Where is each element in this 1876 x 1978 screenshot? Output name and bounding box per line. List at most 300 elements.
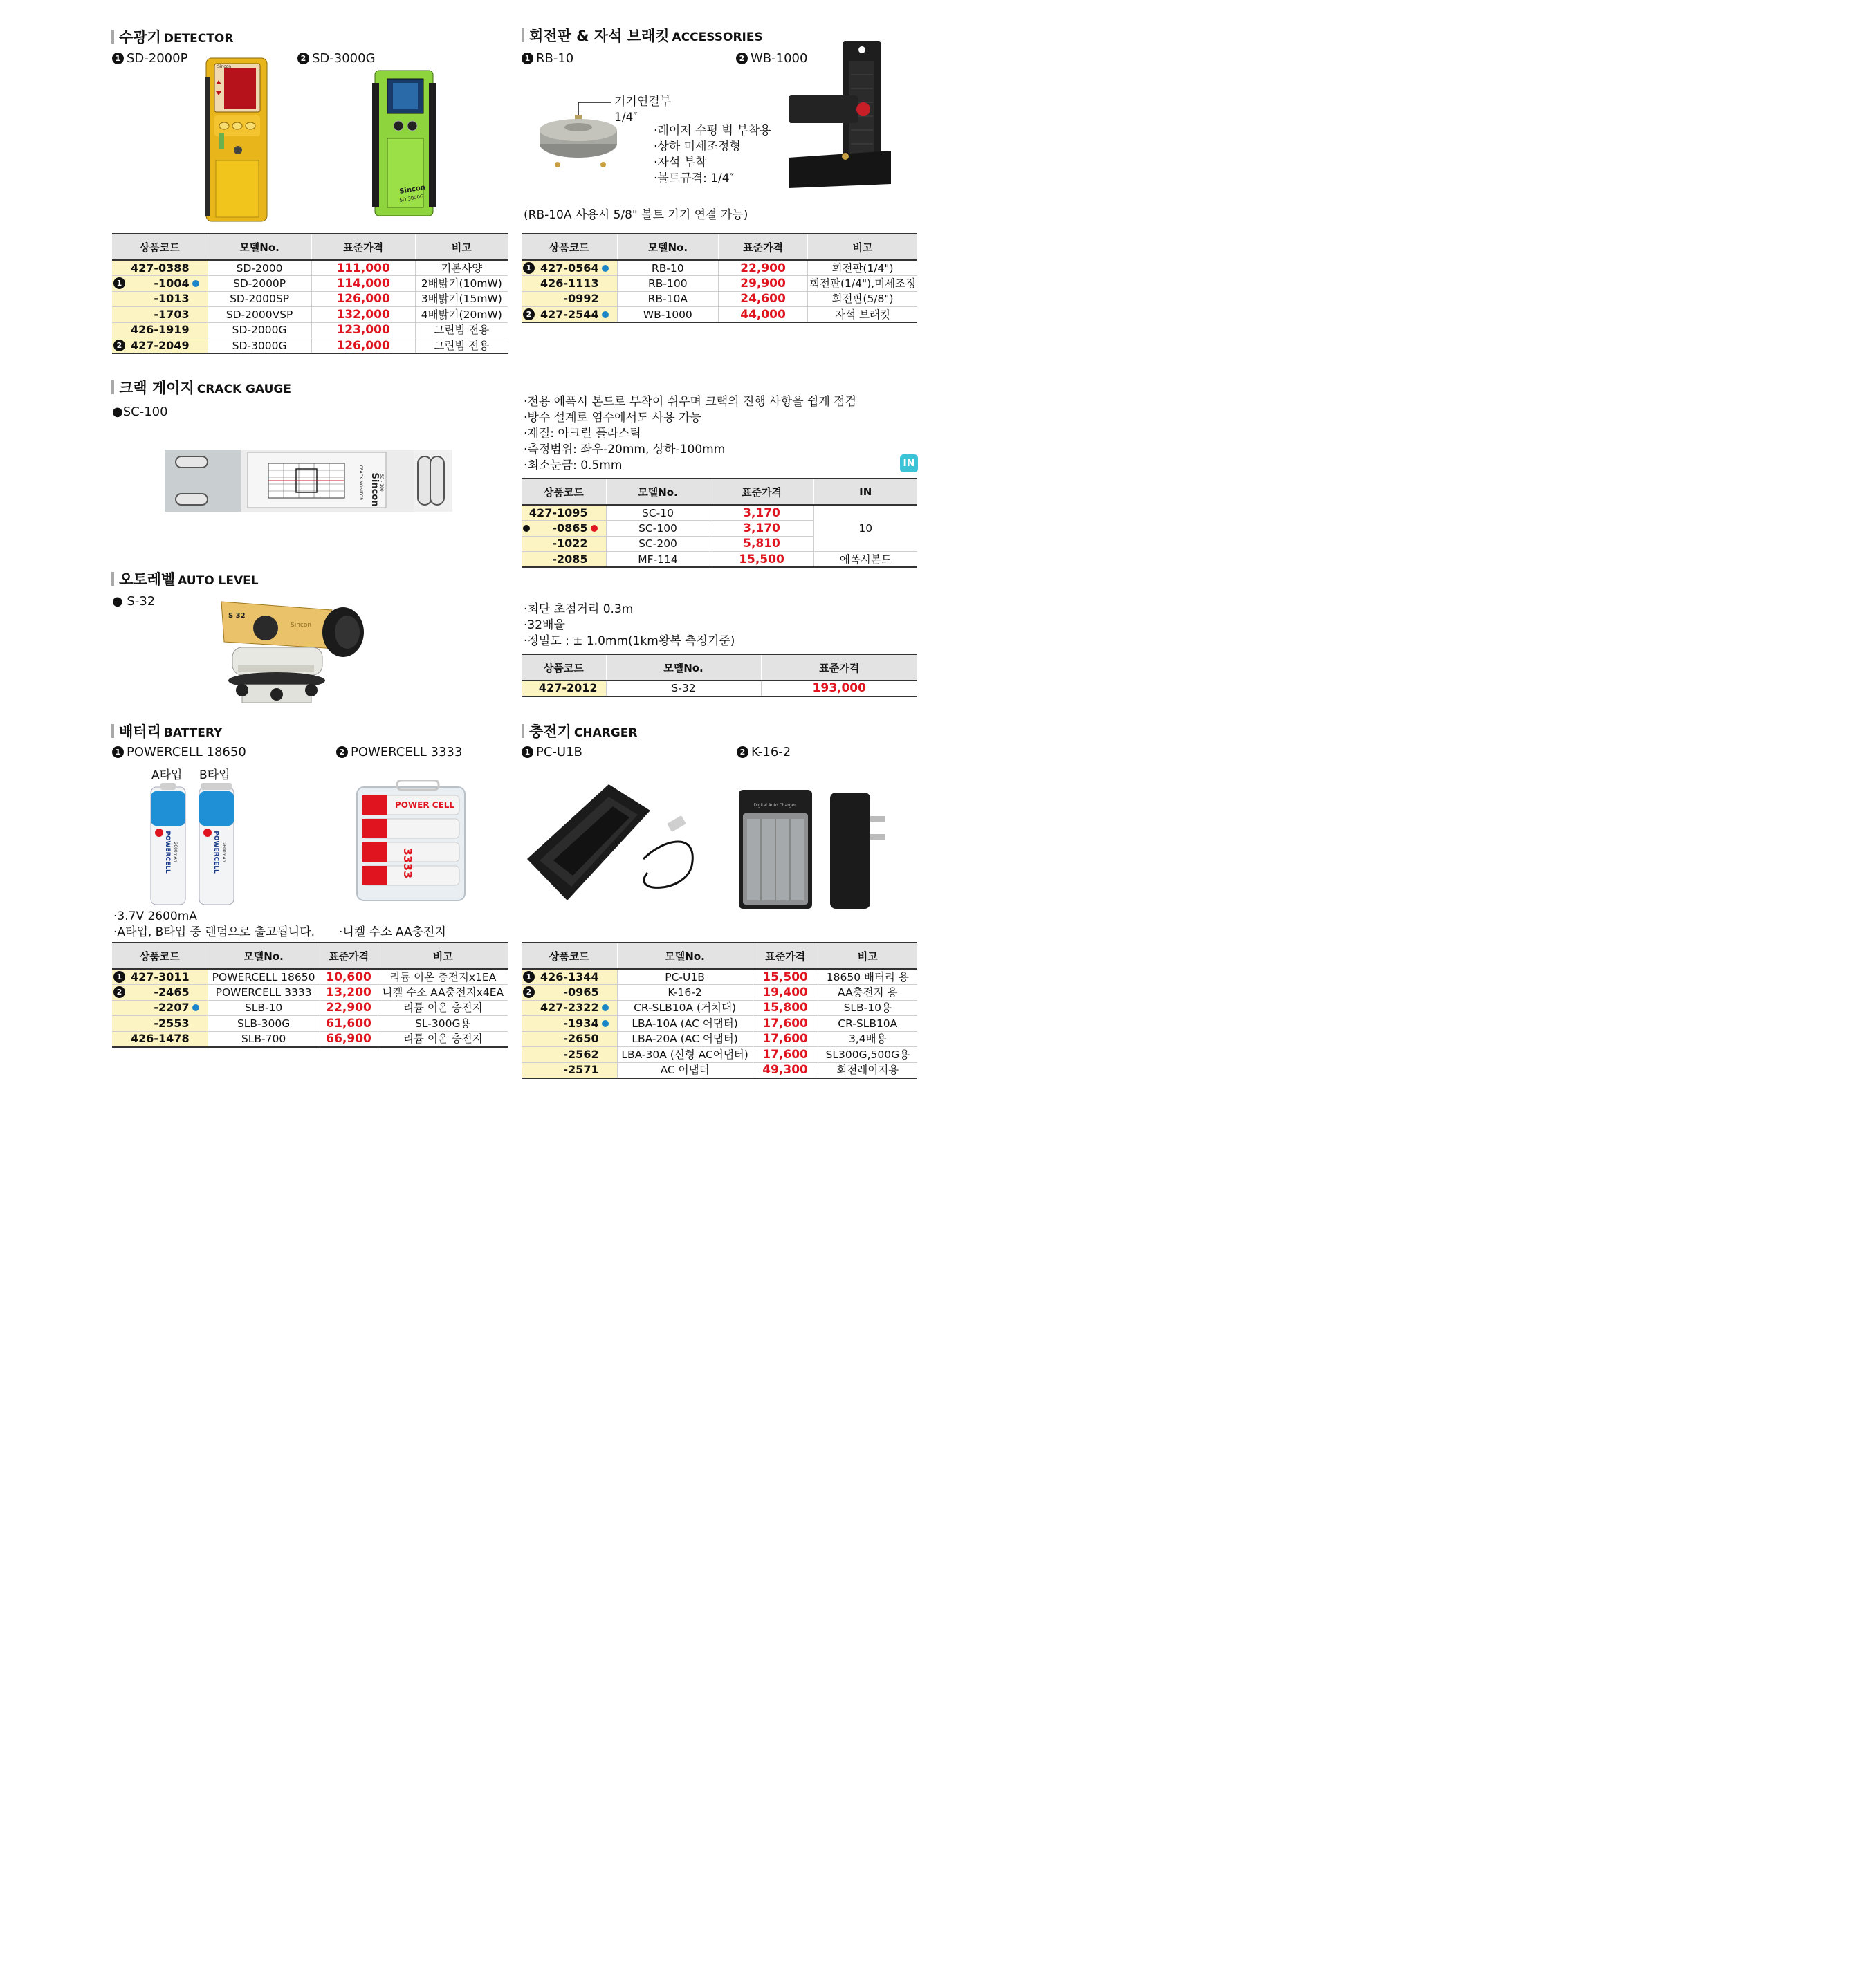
cell-note: 리튬 이온 충전지 (378, 1031, 508, 1047)
cell-price: 66,900 (320, 1031, 378, 1047)
accessories-footnote: (RB-10A 사용시 5/8" 볼트 기기 연결 가능) (524, 208, 748, 222)
cell-code (522, 521, 606, 537)
title-ko: 배터리 (119, 723, 161, 740)
header-code: 상품코드 (112, 234, 208, 260)
code-wrap (523, 553, 598, 566)
section-title-charger (522, 721, 637, 741)
code-text: 426-1478 (131, 1032, 190, 1045)
charger-label-text: Digital Auto Charger (753, 803, 796, 808)
section-title-accessories (522, 25, 763, 46)
row-status (602, 1066, 609, 1073)
rotating-plate-rb-10-image (537, 100, 634, 172)
cell-note: 회전판(1/4") (808, 260, 917, 276)
type-b-label: B타입 (199, 768, 230, 782)
code-text: 426-1344 (540, 970, 599, 983)
cell-code (522, 1016, 617, 1032)
cell-price: 3,170 (710, 521, 813, 537)
type-a-label: A타입 (151, 768, 183, 782)
row-marker (523, 525, 530, 532)
row-status (602, 265, 609, 272)
row-status (192, 326, 199, 333)
cell-model: SC-200 (606, 536, 710, 552)
cell-model: SC-100 (606, 521, 710, 537)
cell-price: 17,600 (753, 1031, 818, 1047)
bullet: ·32배율 (524, 618, 565, 632)
table-row (522, 291, 917, 307)
cell-note: 회전판(5/8") (808, 291, 917, 307)
cell-model: SD-2000VSP (208, 307, 311, 323)
cell-label-text: POWERCELL (212, 831, 219, 874)
code-text: -2553 (154, 1016, 190, 1030)
cell-note: 리튬 이온 충전지 (378, 1000, 508, 1016)
row-marker (113, 340, 128, 351)
header-note: 비고 (378, 943, 508, 969)
header-model: 모델No. (208, 234, 311, 260)
detector-sd-3000g-image (372, 69, 436, 217)
number-badge-1: 1 (113, 971, 125, 983)
item-label-powercell-3333 (336, 745, 462, 759)
row-status (602, 311, 609, 318)
title-en: ACCESSORIES (672, 30, 763, 44)
cell-note: CR-SLB10A (818, 1016, 917, 1032)
code-text: -0865 (552, 521, 588, 535)
title-ko: 오토레벨 (119, 571, 176, 588)
item-name: POWERCELL 3333 (351, 745, 463, 759)
cell-model: SD-2000SP (208, 291, 311, 307)
cell-code (522, 969, 617, 985)
row-status (192, 280, 199, 287)
item-label-rb-10 (522, 51, 573, 66)
detector-table-body (112, 260, 508, 353)
cell-model: MF-114 (606, 552, 710, 568)
cell-price: 10,600 (320, 969, 378, 985)
number-badge-1: 1 (112, 746, 124, 758)
row-status (602, 989, 609, 996)
code-wrap (113, 986, 199, 999)
cell-note: 2배밝기(10mW) (415, 276, 508, 292)
cell-model: RB-10A (617, 291, 718, 307)
cell-price: 5,810 (710, 536, 813, 552)
bullet: ·최소눈금: 0.5mm (524, 459, 623, 472)
cell-code (112, 1031, 208, 1047)
header-code: 상품코드 (522, 479, 606, 505)
cell-note: 그린빔 전용 (415, 338, 508, 354)
header-model: 모델No. (606, 479, 710, 505)
table-row (522, 505, 917, 521)
row-marker (523, 986, 537, 998)
code-text: -1022 (552, 537, 588, 551)
battery-note: ·A타입, B타입 중 랜덤으로 출고됩니다. (113, 925, 315, 939)
code-wrap (113, 323, 199, 337)
detector-sd-2000p-image (205, 57, 268, 223)
cell-price: 22,900 (719, 260, 808, 276)
header-model: 모델No. (617, 234, 718, 260)
battery-price-table (112, 942, 508, 1048)
table-row (112, 322, 508, 338)
row-marker (523, 262, 537, 274)
red-dot-icon (591, 525, 598, 532)
gauge-model-text: SC - 100 (379, 474, 384, 492)
code-text: 426-1919 (131, 323, 190, 337)
cell-model: PC-U1B (617, 969, 753, 985)
code-wrap (523, 1048, 609, 1062)
cell-note: 회전판(1/4"),미세조정 (808, 276, 917, 292)
cell-model: CR-SLB10A (거치대) (617, 1000, 753, 1016)
battery-3333-pack-image (356, 780, 466, 902)
item-name: PC-U1B (536, 745, 582, 759)
bullet: ·측정범위: 좌우-20mm, 상하-100mm (524, 443, 726, 456)
brand-text: Sincon (398, 183, 426, 196)
code-text: -1013 (154, 292, 190, 306)
code-wrap (523, 292, 609, 306)
code-text: 427-2322 (540, 1001, 599, 1015)
code-wrap (113, 261, 199, 275)
item-name: RB-10 (536, 51, 574, 66)
header-price: 표준가격 (719, 234, 808, 260)
bullet: ·전용 에폭시 본드로 부착이 쉬우며 크랙의 진행 사항을 쉽게 점검 (524, 395, 857, 409)
code-text: -0965 (563, 985, 599, 999)
table-row (522, 552, 917, 568)
model-text: S 32 (228, 612, 246, 620)
code-text: -1004 (154, 276, 190, 290)
item-label-sc-100: ●SC-100 (112, 405, 168, 419)
black-dot-icon (523, 525, 530, 532)
cell-code (112, 307, 208, 323)
cell-price: 17,600 (753, 1016, 818, 1032)
header-note: 비고 (415, 234, 508, 260)
cell-code (112, 985, 208, 1001)
cell-price: 3,170 (710, 505, 813, 521)
cell-note: 회전레이저용 (818, 1062, 917, 1078)
bullet: ·자석 부착 (654, 156, 707, 169)
section-title-crack-gauge (111, 377, 291, 398)
table-row (522, 969, 917, 985)
accessories-bullets (654, 123, 771, 187)
cell-price: 193,000 (761, 681, 917, 696)
cell-note: 3,4배용 (818, 1031, 917, 1047)
cell-capacity-text: 2600mAh (221, 842, 226, 862)
cell-in-quantity: 10 (813, 505, 917, 552)
cell-price: 114,000 (311, 276, 415, 292)
blue-dot-icon (192, 280, 199, 287)
header-code: 상품코드 (522, 654, 606, 681)
cell-model: SLB-10 (208, 1000, 320, 1016)
cell-note: 기본사양 (415, 260, 508, 276)
table-row (112, 276, 508, 292)
title-ko: 크랙 게이지 (119, 380, 194, 396)
title-ko: 회전판 & 자석 브래킷 (529, 28, 670, 44)
title-bar (111, 30, 114, 44)
cell-price: 15,500 (710, 552, 813, 568)
code-wrap (523, 308, 609, 322)
cell-price: 49,300 (753, 1062, 818, 1078)
title-en: BATTERY (163, 726, 223, 740)
cell-note: 그린빔 전용 (415, 322, 508, 338)
cell-model: RB-10 (617, 260, 718, 276)
item-name: WB-1000 (751, 51, 808, 66)
code-text: 427-1095 (528, 506, 588, 519)
row-status (192, 989, 199, 996)
code-wrap (523, 1017, 609, 1030)
cell-price: 132,000 (311, 307, 415, 323)
table-row (112, 260, 508, 276)
code-wrap (523, 986, 609, 999)
table-row (112, 291, 508, 307)
battery-note: ·3.7V 2600mA (113, 909, 197, 923)
table-row (522, 1031, 917, 1047)
battery-table-body (112, 969, 508, 1047)
accessories-price-table (522, 233, 917, 323)
header-price: 표준가격 (320, 943, 378, 969)
cell-code (522, 505, 606, 521)
code-wrap (113, 292, 199, 306)
cell-note: SLB-10용 (818, 1000, 917, 1016)
header-model: 모델No. (208, 943, 320, 969)
header-model: 모델No. (606, 654, 761, 681)
number-badge-2: 2 (523, 986, 535, 998)
cell-code (522, 1047, 617, 1063)
title-ko: 충전기 (529, 723, 571, 740)
cell-price: 126,000 (311, 338, 415, 354)
cell-price: 24,600 (719, 291, 808, 307)
code-text: 427-0564 (540, 261, 599, 275)
item-label-s-32: ● S-32 (112, 594, 156, 609)
number-badge-1: 1 (523, 262, 535, 274)
cell-price: 15,800 (753, 1000, 818, 1016)
code-wrap (523, 1001, 609, 1015)
battery-note: ·니켈 수소 AA충전지 (339, 925, 446, 939)
cell-code (522, 1000, 617, 1016)
cell-price: 61,600 (320, 1016, 378, 1032)
code-wrap (523, 970, 609, 984)
row-status (602, 1051, 609, 1058)
cell-price: 17,600 (753, 1047, 818, 1063)
title-bar (111, 724, 114, 738)
cell-code (112, 1000, 208, 1016)
cell-note: 니켈 수소 AA충전지x4EA (378, 985, 508, 1001)
header-in: IN (813, 479, 917, 505)
table-row (522, 260, 917, 276)
detector-price-table (112, 233, 508, 354)
cell-code (522, 291, 617, 307)
item-name: POWERCELL 18650 (127, 745, 246, 759)
accessories-table-body (522, 260, 917, 322)
code-wrap (523, 1032, 609, 1046)
table-row (522, 985, 917, 1001)
section-title-auto-level (111, 569, 259, 589)
cell-code (112, 338, 208, 354)
row-status (591, 525, 598, 532)
title-bar (111, 572, 114, 586)
table-row (522, 1016, 917, 1032)
title-en: CHARGER (573, 726, 638, 740)
title-bar (111, 380, 114, 394)
code-text: -2562 (563, 1047, 599, 1061)
cell-model: SD-2000P (208, 276, 311, 292)
charger-price-table (522, 942, 917, 1079)
cell-code (522, 307, 617, 323)
cell-model: POWERCELL 3333 (208, 985, 320, 1001)
cell-label-text: POWERCELL (164, 831, 171, 874)
header-code: 상품코드 (522, 943, 617, 969)
cell-code (112, 291, 208, 307)
cell-price: 126,000 (311, 291, 415, 307)
item-label-k-16-2 (737, 745, 791, 759)
row-status (602, 1020, 609, 1027)
bullet: ·정밀도 : ± 1.0mm(1km왕복 측정기준) (524, 634, 735, 648)
header-note: 비고 (808, 234, 917, 260)
blue-dot-icon (602, 1004, 609, 1011)
row-status (591, 540, 598, 547)
row-status (192, 1004, 199, 1011)
code-text: -2571 (563, 1063, 599, 1076)
autolevel-price-table (522, 654, 917, 697)
number-badge-2: 2 (336, 746, 348, 758)
title-bar (522, 724, 524, 738)
table-row (522, 307, 917, 323)
cell-code (522, 276, 617, 292)
cell-code (522, 536, 606, 552)
bullet: ·방수 설계로 염수에서도 사용 가능 (524, 411, 701, 425)
cell-code (112, 969, 208, 985)
item-label-sd-2000p (112, 51, 187, 66)
cell-model: AC 어댑터 (617, 1062, 753, 1078)
cell-note: SL300G,500G용 (818, 1047, 917, 1063)
number-badge-1: 1 (112, 53, 124, 64)
header-note: 비고 (818, 943, 917, 969)
item-name: SD-3000G (312, 51, 376, 66)
pack-label-text: POWER CELL (394, 800, 455, 810)
table-row (112, 1031, 508, 1047)
battery-18650-image (149, 783, 235, 907)
charger-k-16-2-image (736, 788, 890, 910)
code-wrap (523, 506, 598, 520)
bullet: ·최단 초점거리 0.3m (524, 602, 634, 616)
header-model: 모델No. (617, 943, 753, 969)
table-row (522, 681, 917, 696)
code-text: -2465 (154, 985, 190, 999)
row-status (192, 295, 199, 302)
table-row (112, 1016, 508, 1032)
code-wrap (113, 1017, 199, 1030)
cell-model: LBA-10A (AC 어댑터) (617, 1016, 753, 1032)
item-name: K-16-2 (751, 745, 791, 759)
code-wrap (523, 521, 598, 535)
code-wrap (523, 277, 609, 290)
code-text: -2650 (563, 1032, 599, 1046)
header-price: 표준가격 (761, 654, 917, 681)
blue-dot-icon (192, 1004, 199, 1011)
number-badge-1: 1 (522, 746, 533, 758)
cell-code (522, 985, 617, 1001)
blue-dot-icon (602, 311, 609, 318)
row-status (192, 1020, 199, 1027)
cell-model: S-32 (606, 681, 761, 696)
number-badge-1: 1 (523, 971, 535, 983)
table-row (112, 969, 508, 985)
table-row (522, 1000, 917, 1016)
cell-model: K-16-2 (617, 985, 753, 1001)
code-wrap (113, 308, 199, 322)
row-status (192, 974, 199, 981)
row-marker (523, 971, 537, 983)
title-en: AUTO LEVEL (178, 574, 259, 588)
number-badge-2: 2 (113, 340, 125, 351)
header-price: 표준가격 (710, 479, 813, 505)
autolevel-bullets (524, 602, 735, 649)
header-code: 상품코드 (112, 943, 208, 969)
cell-note: SL-300G용 (378, 1016, 508, 1032)
cell-code: 427-2012 (522, 681, 606, 696)
cell-code (112, 322, 208, 338)
code-wrap (113, 277, 199, 290)
code-text: -1703 (154, 307, 190, 321)
cell-price: 19,400 (753, 985, 818, 1001)
row-status (602, 280, 609, 287)
gauge-label-text: CRACK MONITOR (358, 465, 363, 501)
item-label-powercell-18650 (112, 745, 246, 759)
cell-code (112, 276, 208, 292)
code-text: 427-0388 (131, 261, 190, 275)
cell-model: WB-1000 (617, 307, 718, 323)
code-wrap (523, 1063, 609, 1077)
section-title-detector (111, 26, 233, 47)
code-wrap (113, 1032, 199, 1046)
cell-note: 18650 배터리 용 (818, 969, 917, 985)
cell-model: RB-100 (617, 276, 718, 292)
cell-price: 29,900 (719, 276, 808, 292)
row-status (192, 265, 199, 272)
code-text: -1934 (563, 1016, 599, 1030)
row-status (192, 311, 199, 318)
row-marker (113, 277, 128, 289)
section-title-battery (111, 721, 222, 741)
cell-model: LBA-20A (AC 어댑터) (617, 1031, 753, 1047)
item-label-pc-u1b (522, 745, 582, 759)
code-text: -2085 (552, 552, 588, 566)
crack-bullets (524, 394, 856, 474)
cell-code (522, 552, 606, 568)
brand-text: Sincon (291, 622, 312, 629)
number-badge-2: 2 (737, 746, 748, 758)
number-badge-2: 2 (523, 308, 535, 320)
connector-label-line1: 기기연결부 (614, 95, 672, 109)
cell-model: LBA-30A (신형 AC어댑터) (617, 1047, 753, 1063)
row-status (602, 295, 609, 302)
auto-level-s-32-image (208, 593, 367, 712)
cell-price: 44,000 (719, 307, 808, 323)
row-status (591, 556, 598, 563)
table-row (112, 1000, 508, 1016)
cell-note: AA충전지 용 (818, 985, 917, 1001)
crack-price-table (522, 478, 917, 568)
cell-code (112, 1016, 208, 1032)
row-status (192, 1035, 199, 1042)
cell-note: 3배밝기(15mW) (415, 291, 508, 307)
cell-code (522, 260, 617, 276)
code-text: 427-2544 (540, 307, 599, 321)
number-badge-1: 1 (522, 53, 533, 64)
table-row (112, 985, 508, 1001)
crack-gauge-sc-100-image (165, 448, 452, 513)
blue-dot-icon (602, 1020, 609, 1027)
number-badge-2: 2 (297, 53, 309, 64)
cell-price: 22,900 (320, 1000, 378, 1016)
title-en: CRACK GAUGE (196, 382, 291, 396)
brand-text: Sincon (217, 64, 232, 69)
code-text: -2207 (154, 1001, 190, 1015)
header-price: 표준가격 (311, 234, 415, 260)
